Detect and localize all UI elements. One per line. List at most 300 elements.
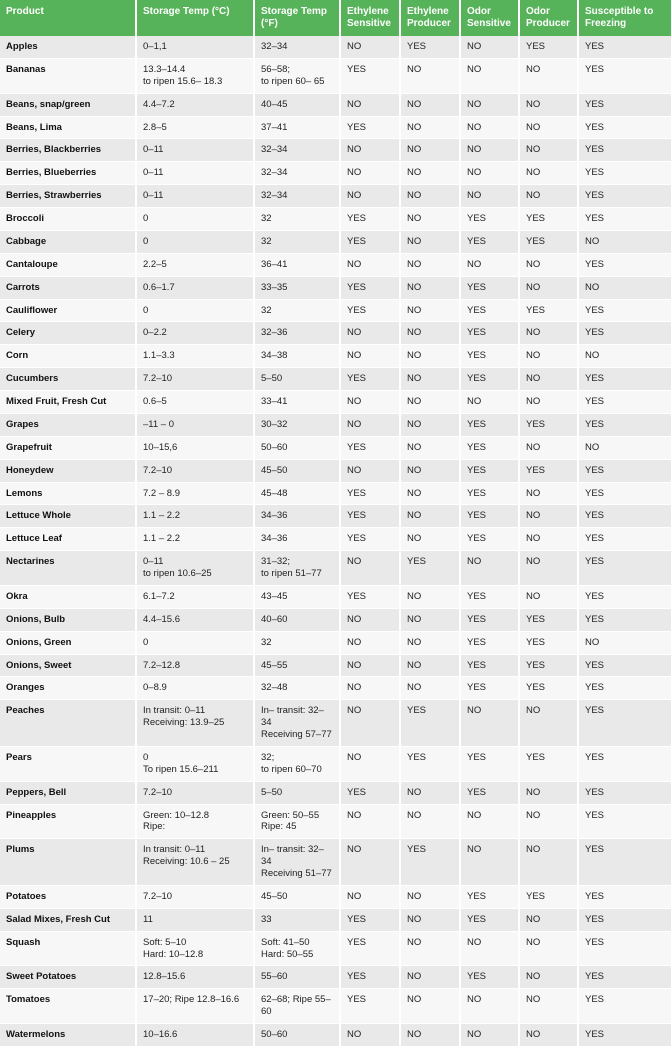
cell-susceptible-to-freezing: YES <box>578 746 671 781</box>
cell-odor-sensitive: YES <box>460 608 519 631</box>
cell-storage-temp-c <box>136 839 254 886</box>
cell-odor-sensitive: YES <box>460 908 519 931</box>
cell-ethylene-producer: NO <box>400 966 460 989</box>
column-header-storage-temp-f: Storage Temp (°F) <box>254 0 340 36</box>
cell-susceptible-to-freezing: NO <box>578 276 671 299</box>
cell-product: Onions, Bulb <box>0 608 136 631</box>
table-row <box>0 966 671 989</box>
cell-susceptible-to-freezing: YES <box>578 677 671 700</box>
cell-susceptible-to-freezing: YES <box>578 162 671 185</box>
cell-product: Okra <box>0 585 136 608</box>
cell-product: Salad Mixes, Fresh Cut <box>0 908 136 931</box>
cell-odor-producer: NO <box>519 1024 578 1047</box>
cell-odor-sensitive: YES <box>460 781 519 804</box>
cell-odor-sensitive: YES <box>460 436 519 459</box>
table-row <box>0 654 671 677</box>
cell-susceptible-to-freezing: YES <box>578 804 671 839</box>
cell-ethylene-producer: NO <box>400 368 460 391</box>
cell-product: Lettuce Whole <box>0 505 136 528</box>
cell-storage-temp-c: 1.1–3.3 <box>136 345 254 368</box>
cell-ethylene-producer: NO <box>400 585 460 608</box>
table-row <box>0 253 671 276</box>
cell-product: Cucumbers <box>0 368 136 391</box>
cell-odor-producer: NO <box>519 322 578 345</box>
cell-ethylene-sensitive: NO <box>340 93 400 116</box>
cell-odor-producer: NO <box>519 253 578 276</box>
cell-storage-temp-f: 32 <box>254 299 340 322</box>
cell-ethylene-sensitive: NO <box>340 677 400 700</box>
cell-product: Plums <box>0 839 136 886</box>
cell-odor-producer: YES <box>519 631 578 654</box>
cell-ethylene-sensitive: NO <box>340 631 400 654</box>
cell-odor-sensitive: YES <box>460 276 519 299</box>
cell-storage-temp-f: 50–60 <box>254 1024 340 1047</box>
cell-susceptible-to-freezing: YES <box>578 781 671 804</box>
cell-ethylene-sensitive: YES <box>340 276 400 299</box>
table-body <box>0 36 671 1046</box>
table-row <box>0 391 671 414</box>
cell-odor-producer: YES <box>519 608 578 631</box>
cell-ethylene-sensitive: NO <box>340 413 400 436</box>
cell-odor-sensitive: NO <box>460 391 519 414</box>
cell-storage-temp-f: 34–36 <box>254 505 340 528</box>
cell-product: Potatoes <box>0 885 136 908</box>
cell-ethylene-sensitive: YES <box>340 966 400 989</box>
cell-line: to ripen 60– 65 <box>261 75 325 87</box>
table-row <box>0 804 671 839</box>
cell-line: 56–58; <box>261 63 291 75</box>
cell-ethylene-producer: NO <box>400 804 460 839</box>
cell-odor-producer: NO <box>519 528 578 551</box>
cell-odor-sensitive: YES <box>460 505 519 528</box>
cell-ethylene-sensitive: NO <box>340 162 400 185</box>
cell-ethylene-producer: NO <box>400 345 460 368</box>
cell-odor-sensitive: NO <box>460 804 519 839</box>
table-row <box>0 345 671 368</box>
cell-product: Nectarines <box>0 551 136 586</box>
cell-product: Berries, Strawberries <box>0 185 136 208</box>
cell-storage-temp-c: 2.2–5 <box>136 253 254 276</box>
cell-susceptible-to-freezing: YES <box>578 931 671 966</box>
cell-ethylene-sensitive: YES <box>340 208 400 231</box>
table-row <box>0 368 671 391</box>
cell-susceptible-to-freezing: YES <box>578 116 671 139</box>
cell-odor-producer: NO <box>519 185 578 208</box>
cell-product: Cabbage <box>0 230 136 253</box>
cell-odor-producer: YES <box>519 459 578 482</box>
cell-storage-temp-f: 32–34 <box>254 139 340 162</box>
cell-ethylene-producer: NO <box>400 276 460 299</box>
cell-storage-temp-c: 10–15,6 <box>136 436 254 459</box>
cell-susceptible-to-freezing: YES <box>578 608 671 631</box>
cell-storage-temp-c: 0–11 <box>136 139 254 162</box>
cell-storage-temp-f: 45–55 <box>254 654 340 677</box>
cell-storage-temp-c: 4.4–7.2 <box>136 93 254 116</box>
cell-odor-sensitive: NO <box>460 839 519 886</box>
cell-susceptible-to-freezing: YES <box>578 1024 671 1047</box>
cell-storage-temp-c: 0–2.2 <box>136 322 254 345</box>
cell-storage-temp-c <box>136 58 254 93</box>
cell-storage-temp-f: 33–35 <box>254 276 340 299</box>
cell-susceptible-to-freezing: YES <box>578 322 671 345</box>
cell-product: Squash <box>0 931 136 966</box>
cell-product: Cauliflower <box>0 299 136 322</box>
cell-odor-producer: NO <box>519 116 578 139</box>
cell-susceptible-to-freezing: NO <box>578 631 671 654</box>
cell-storage-temp-c: 11 <box>136 908 254 931</box>
cell-storage-temp-f: 34–36 <box>254 528 340 551</box>
cell-susceptible-to-freezing: YES <box>578 585 671 608</box>
cell-odor-sensitive: YES <box>460 459 519 482</box>
cell-odor-producer: NO <box>519 482 578 505</box>
cell-odor-sensitive: NO <box>460 253 519 276</box>
cell-ethylene-sensitive: YES <box>340 482 400 505</box>
cell-product: Oranges <box>0 677 136 700</box>
table-row <box>0 931 671 966</box>
cell-product: Grapes <box>0 413 136 436</box>
cell-ethylene-sensitive: NO <box>340 804 400 839</box>
cell-product: Berries, Blueberries <box>0 162 136 185</box>
cell-storage-temp-f: 30–32 <box>254 413 340 436</box>
cell-line: Receiving: 13.9–25 <box>143 717 225 729</box>
cell-storage-temp-c: 0 <box>136 230 254 253</box>
table-row <box>0 608 671 631</box>
cell-storage-temp-f: 33–41 <box>254 391 340 414</box>
cell-storage-temp-c: 17–20; Ripe 12.8–16.6 <box>136 989 254 1024</box>
cell-odor-producer: NO <box>519 585 578 608</box>
cell-odor-producer: NO <box>519 345 578 368</box>
cell-ethylene-producer: NO <box>400 931 460 966</box>
cell-line: Green: 50–55 <box>261 809 320 821</box>
column-header-ethylene-producer: Ethylene Producer <box>400 0 460 36</box>
cell-susceptible-to-freezing: YES <box>578 700 671 747</box>
cell-storage-temp-c: 0.6–5 <box>136 391 254 414</box>
cell-storage-temp-f <box>254 58 340 93</box>
cell-susceptible-to-freezing: YES <box>578 36 671 58</box>
cell-odor-producer: NO <box>519 139 578 162</box>
cell-storage-temp-c: 7.2–10 <box>136 368 254 391</box>
cell-storage-temp-f: 32 <box>254 631 340 654</box>
cell-ethylene-sensitive: YES <box>340 908 400 931</box>
column-header-product: Product <box>0 0 136 36</box>
cell-line: Ripe: <box>143 821 166 833</box>
cell-odor-sensitive: NO <box>460 185 519 208</box>
cell-product: Bananas <box>0 58 136 93</box>
cell-storage-temp-c: 10–16.6 <box>136 1024 254 1047</box>
table-row <box>0 58 671 93</box>
table-row <box>0 413 671 436</box>
cell-odor-producer: NO <box>519 436 578 459</box>
cell-ethylene-producer: NO <box>400 58 460 93</box>
cell-ethylene-sensitive: YES <box>340 505 400 528</box>
cell-odor-sensitive: YES <box>460 368 519 391</box>
cell-susceptible-to-freezing: YES <box>578 482 671 505</box>
cell-storage-temp-f: 32–48 <box>254 677 340 700</box>
cell-ethylene-sensitive: YES <box>340 931 400 966</box>
table-row <box>0 93 671 116</box>
cell-ethylene-sensitive: NO <box>340 185 400 208</box>
cell-storage-temp-f: 40–45 <box>254 93 340 116</box>
cell-odor-sensitive: YES <box>460 322 519 345</box>
cell-odor-sensitive: YES <box>460 413 519 436</box>
cell-storage-temp-f: 32 <box>254 230 340 253</box>
cell-product: Pineapples <box>0 804 136 839</box>
cell-ethylene-producer: NO <box>400 908 460 931</box>
cell-odor-sensitive: YES <box>460 677 519 700</box>
cell-ethylene-producer: NO <box>400 654 460 677</box>
cell-odor-sensitive: YES <box>460 230 519 253</box>
cell-storage-temp-f: 5–50 <box>254 368 340 391</box>
cell-susceptible-to-freezing: YES <box>578 885 671 908</box>
cell-storage-temp-f: 45–50 <box>254 459 340 482</box>
column-header-susceptible-to-freezing: Susceptible to Freezing <box>578 0 671 36</box>
cell-odor-producer: NO <box>519 276 578 299</box>
cell-storage-temp-c: 6.1–7.2 <box>136 585 254 608</box>
cell-product: Beans, snap/green <box>0 93 136 116</box>
table-row <box>0 700 671 747</box>
cell-susceptible-to-freezing: YES <box>578 966 671 989</box>
cell-storage-temp-c: 7.2–10 <box>136 781 254 804</box>
cell-susceptible-to-freezing: YES <box>578 459 671 482</box>
cell-odor-producer: NO <box>519 93 578 116</box>
cell-odor-sensitive: NO <box>460 139 519 162</box>
cell-ethylene-producer: NO <box>400 391 460 414</box>
cell-line: Soft: 41–50 <box>261 936 310 948</box>
column-header-storage-temp-c: Storage Temp (°C) <box>136 0 254 36</box>
table-row <box>0 908 671 931</box>
cell-odor-sensitive: YES <box>460 528 519 551</box>
cell-ethylene-producer: NO <box>400 631 460 654</box>
cell-storage-temp-c: 2.8–5 <box>136 116 254 139</box>
cell-product: Cantaloupe <box>0 253 136 276</box>
cell-product: Pears <box>0 746 136 781</box>
cell-susceptible-to-freezing: YES <box>578 299 671 322</box>
cell-storage-temp-f: 33 <box>254 908 340 931</box>
cell-ethylene-producer: NO <box>400 299 460 322</box>
cell-ethylene-producer: NO <box>400 482 460 505</box>
cell-odor-sensitive: NO <box>460 162 519 185</box>
cell-odor-sensitive: NO <box>460 116 519 139</box>
cell-storage-temp-f: 40–60 <box>254 608 340 631</box>
cell-line: 13.3–14.4 <box>143 63 186 75</box>
cell-odor-sensitive: YES <box>460 966 519 989</box>
cell-odor-producer: NO <box>519 700 578 747</box>
table-row <box>0 677 671 700</box>
cell-ethylene-producer: NO <box>400 781 460 804</box>
table-row <box>0 139 671 162</box>
cell-storage-temp-f: 5–50 <box>254 781 340 804</box>
cell-ethylene-producer: NO <box>400 93 460 116</box>
cell-ethylene-sensitive: NO <box>340 700 400 747</box>
cell-susceptible-to-freezing: YES <box>578 185 671 208</box>
cell-line: to ripen 15.6– 18.3 <box>143 75 223 87</box>
column-header-odor-sensitive: Odor Sensitive <box>460 0 519 36</box>
cell-susceptible-to-freezing: YES <box>578 253 671 276</box>
cell-line: Receiving 51–77 <box>261 868 332 879</box>
cell-storage-temp-c: 0 <box>136 208 254 231</box>
cell-odor-producer: YES <box>519 746 578 781</box>
cell-line: In– transit: 32–34 <box>261 844 324 868</box>
cell-storage-temp-c: 7.2 – 8.9 <box>136 482 254 505</box>
cell-susceptible-to-freezing: NO <box>578 230 671 253</box>
cell-storage-temp-f: 32 <box>254 208 340 231</box>
cell-product: Celery <box>0 322 136 345</box>
cell-product: Beans, Lima <box>0 116 136 139</box>
cell-ethylene-producer: NO <box>400 885 460 908</box>
table-row <box>0 116 671 139</box>
cell-ethylene-producer: NO <box>400 505 460 528</box>
cell-storage-temp-f <box>254 804 340 839</box>
cell-product: Mixed Fruit, Fresh Cut <box>0 391 136 414</box>
cell-line: 0 <box>143 751 149 763</box>
cell-odor-sensitive: YES <box>460 299 519 322</box>
cell-ethylene-sensitive: NO <box>340 654 400 677</box>
table-row <box>0 585 671 608</box>
table-row <box>0 230 671 253</box>
cell-storage-temp-f: 37–41 <box>254 116 340 139</box>
cell-ethylene-sensitive: NO <box>340 1024 400 1047</box>
cell-susceptible-to-freezing: YES <box>578 908 671 931</box>
cell-odor-producer: YES <box>519 230 578 253</box>
cell-odor-producer: NO <box>519 966 578 989</box>
cell-storage-temp-c <box>136 931 254 966</box>
cell-susceptible-to-freezing: YES <box>578 528 671 551</box>
cell-ethylene-sensitive: YES <box>340 58 400 93</box>
column-header-ethylene-sensitive: Ethylene Sensitive <box>340 0 400 36</box>
cell-storage-temp-f: 32–36 <box>254 322 340 345</box>
cell-product: Corn <box>0 345 136 368</box>
cell-odor-producer: NO <box>519 391 578 414</box>
cell-storage-temp-f: 55–60 <box>254 966 340 989</box>
table-row <box>0 989 671 1024</box>
cell-susceptible-to-freezing: YES <box>578 368 671 391</box>
cell-product: Sweet Potatoes <box>0 966 136 989</box>
cell-odor-producer: NO <box>519 839 578 886</box>
cell-product: Lemons <box>0 482 136 505</box>
cell-storage-temp-c: 0 <box>136 631 254 654</box>
cell-product: Carrots <box>0 276 136 299</box>
cell-storage-temp-c: 0–8.9 <box>136 677 254 700</box>
table-header <box>0 0 671 36</box>
cell-odor-producer: NO <box>519 908 578 931</box>
cell-line: to ripen 51–77 <box>261 568 322 579</box>
table-row <box>0 208 671 231</box>
cell-line: Hard: 10–12.8 <box>143 948 204 960</box>
cell-ethylene-producer: NO <box>400 608 460 631</box>
cell-odor-producer: YES <box>519 677 578 700</box>
cell-storage-temp-f: 36–41 <box>254 253 340 276</box>
cell-susceptible-to-freezing: YES <box>578 551 671 586</box>
cell-storage-temp-f: 32–34 <box>254 162 340 185</box>
cell-ethylene-sensitive: YES <box>340 989 400 1024</box>
cell-storage-temp-f: 32–34 <box>254 36 340 58</box>
cell-ethylene-producer: YES <box>400 36 460 58</box>
cell-ethylene-producer: NO <box>400 162 460 185</box>
cell-line: In– transit: 32–34 <box>261 705 324 729</box>
cell-line: Soft: 5–10 <box>143 936 187 948</box>
cell-storage-temp-c: 7.2–10 <box>136 459 254 482</box>
cell-storage-temp-f: 43–45 <box>254 585 340 608</box>
cell-ethylene-producer: NO <box>400 989 460 1024</box>
cell-odor-sensitive: YES <box>460 585 519 608</box>
cell-ethylene-sensitive: NO <box>340 746 400 781</box>
cell-odor-producer: NO <box>519 58 578 93</box>
cell-odor-sensitive: NO <box>460 551 519 586</box>
cell-ethylene-sensitive: NO <box>340 345 400 368</box>
cell-susceptible-to-freezing: YES <box>578 989 671 1024</box>
cell-storage-temp-c: 1.1 – 2.2 <box>136 528 254 551</box>
cell-susceptible-to-freezing: NO <box>578 436 671 459</box>
cell-storage-temp-f <box>254 839 340 886</box>
table-row <box>0 885 671 908</box>
cell-line: Ripe: 45 <box>261 821 297 833</box>
cell-susceptible-to-freezing: YES <box>578 208 671 231</box>
cell-odor-producer: NO <box>519 931 578 966</box>
cell-storage-temp-c <box>136 700 254 747</box>
cell-storage-temp-c: 7.2–12.8 <box>136 654 254 677</box>
cell-line: 32; <box>261 751 275 763</box>
cell-susceptible-to-freezing: YES <box>578 391 671 414</box>
cell-product: Onions, Sweet <box>0 654 136 677</box>
cell-ethylene-sensitive: YES <box>340 230 400 253</box>
cell-odor-producer: YES <box>519 208 578 231</box>
cell-odor-producer: YES <box>519 36 578 58</box>
cell-storage-temp-f: 62–68; Ripe 55–60 <box>254 989 340 1024</box>
cell-susceptible-to-freezing: YES <box>578 58 671 93</box>
cell-ethylene-producer: YES <box>400 746 460 781</box>
cell-odor-producer: NO <box>519 505 578 528</box>
cell-storage-temp-c: 0–11 <box>136 162 254 185</box>
cell-storage-temp-c: 12.8–15.6 <box>136 966 254 989</box>
cell-line: to ripen 60–70 <box>261 763 322 775</box>
cell-odor-sensitive: YES <box>460 631 519 654</box>
header-row <box>0 0 671 36</box>
cell-susceptible-to-freezing: NO <box>578 345 671 368</box>
cell-product: Grapefruit <box>0 436 136 459</box>
cell-ethylene-sensitive: NO <box>340 253 400 276</box>
cell-storage-temp-c <box>136 746 254 781</box>
cell-storage-temp-c: 0.6–1.7 <box>136 276 254 299</box>
cell-susceptible-to-freezing: YES <box>578 139 671 162</box>
table-row <box>0 505 671 528</box>
cell-odor-producer: NO <box>519 989 578 1024</box>
cell-odor-producer: YES <box>519 885 578 908</box>
cell-storage-temp-c: 7.2–10 <box>136 885 254 908</box>
cell-line: To ripen 15.6–211 <box>143 763 219 775</box>
cell-ethylene-sensitive: YES <box>340 528 400 551</box>
cell-susceptible-to-freezing: YES <box>578 654 671 677</box>
cell-storage-temp-f <box>254 931 340 966</box>
cell-ethylene-sensitive: YES <box>340 368 400 391</box>
cell-storage-temp-c: 4.4–15.6 <box>136 608 254 631</box>
table-row <box>0 459 671 482</box>
cell-product: Peaches <box>0 700 136 747</box>
cell-ethylene-producer: NO <box>400 208 460 231</box>
cell-odor-sensitive: YES <box>460 746 519 781</box>
cell-product: Lettuce Leaf <box>0 528 136 551</box>
cell-odor-sensitive: NO <box>460 989 519 1024</box>
table-row <box>0 528 671 551</box>
cell-ethylene-producer: NO <box>400 436 460 459</box>
cell-odor-producer: NO <box>519 781 578 804</box>
table-row <box>0 185 671 208</box>
cell-odor-sensitive: NO <box>460 93 519 116</box>
cell-product: Honeydew <box>0 459 136 482</box>
table-row <box>0 781 671 804</box>
cell-ethylene-sensitive: NO <box>340 322 400 345</box>
cell-storage-temp-c <box>136 804 254 839</box>
table-row <box>0 276 671 299</box>
